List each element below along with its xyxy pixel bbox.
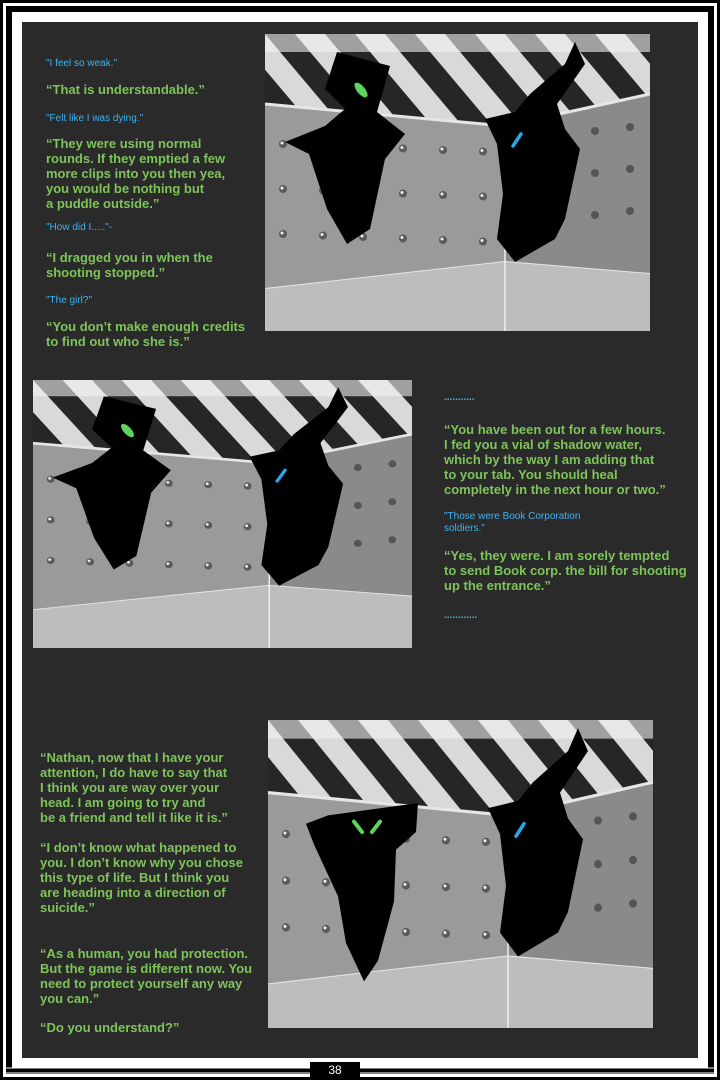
narration-3: "How did I....."- bbox=[46, 222, 113, 233]
dialogue-4: “You don’t make enough credits to find out who she is.” bbox=[46, 319, 246, 349]
narration-2: "Felt like I was dying." bbox=[46, 113, 144, 124]
dialogue-5: “You have been out for a few hours. I fed you a vial of shadow water, which by the way I am adding that to your tab. You should heal completely in the next hour or two.” bbox=[444, 422, 666, 497]
dialogue-8: “I don’t know what happened to you. I don’t know why you chose this type of life. But I think you are heading into a direction of suicide.” bbox=[40, 840, 243, 915]
narration-5: "Those were Book Corporation soldiers." bbox=[444, 511, 581, 534]
dialogue-9: “As a human, you had protection. But the game is different now. You need to protect yourself any way you can.” bbox=[40, 946, 253, 1006]
page-number: 38 bbox=[310, 1062, 360, 1078]
narration-4: "The girl?" bbox=[46, 295, 93, 306]
comic-page bbox=[22, 22, 698, 1058]
ellipsis-2: ............ bbox=[444, 610, 478, 621]
narration-1: "I feel so weak." bbox=[46, 58, 118, 69]
panel-1 bbox=[265, 34, 650, 331]
dialogue-2: “They were using normal rounds. If they emptied a few more clips into you then yea, you would be nothing but a puddle outside.” bbox=[46, 136, 226, 211]
dialogue-10: “Do you understand?” bbox=[40, 1020, 180, 1035]
dialogue-3: “I dragged you in when the shooting stopped.” bbox=[46, 250, 213, 280]
bottom-border-lines bbox=[0, 1066, 720, 1076]
panel-3 bbox=[268, 720, 653, 1028]
dialogue-1: “That is understandable.” bbox=[46, 82, 205, 97]
panel-2 bbox=[33, 380, 412, 648]
ellipsis-1: ........... bbox=[444, 392, 475, 403]
dialogue-7: “Nathan, now that I have your attention, I do have to say that I think you are way over your head. I am going to try and be a friend and tell it like it is.” bbox=[40, 750, 228, 825]
dialogue-6: “Yes, they were. I am sorely tempted to send Book corp. the bill for shooting up the entrance.” bbox=[444, 548, 687, 593]
